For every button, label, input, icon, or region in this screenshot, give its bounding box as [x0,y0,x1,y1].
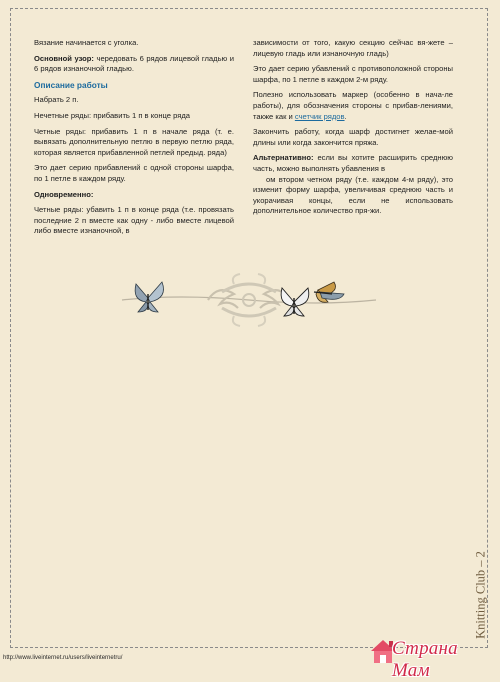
issue-label-text: Knitting Club – 2 [473,551,488,639]
left-column [34,38,234,242]
main-pattern-label: Основной узор: [34,53,94,63]
main-pattern-paragraph [34,54,234,75]
alternative-label: Альтернативно: [253,153,314,163]
marker-text: Полезно использовать маркер (особенно в нача-ле работы), для обозначения стороны с прибав-лениями, также как и [253,90,453,121]
source-url[interactable]: http://www.liveinternet.ru/users/liveinternetru/ [3,655,123,661]
butterfly-icon [314,282,344,302]
continuation-text: зависимости от того, какую секцию сейчас вя-жете – лицевую гладь или изнаночную гладь) [253,38,453,58]
butterfly-icon [135,282,163,312]
finish-text: Закончить работу, когда шарф достигнет желае-мой длины или когда закончится пряжа. [253,127,453,147]
decrease-series-text: Это дает серию убавлений с противоположной стороны шарфа, по 1 петле в каждом 2-м ряду. [253,64,453,84]
even-rows-text: Четные ряды: прибавить 1 п в начале ряда (т. е. вывязать дополнительную петлю в первую петлю ряда, которая является прибавленной петлей предыд. ряда) [34,126,234,157]
right-column [253,38,453,222]
simultaneously-label: Одновременно: [34,189,94,199]
cast-on-text: Набрать 2 п. [34,95,79,105]
watermark-text: Страна Мам [392,638,458,681]
increase-series-text: Это дает серию прибавлений с одной стороны шарфа, по 1 петле в каждом ряду. [34,163,234,183]
alternative-text-continued: ом втором четном ряду (т.е. каждом 4-м ряду), это изменит форму шарфа, увеличивая среднюю часть и укорачивая концы, если не использовать дополнительное количество пря-жи. [253,174,453,216]
butterfly-ornament [118,270,380,330]
intro-text: Вязание начинается с уголка. [34,38,139,47]
marker-text-end: . [344,111,347,121]
row-counter-link[interactable]: счетчик рядов [294,111,345,121]
odd-rows-text: Нечетные ряды: прибавить 1 п в конце ряда [34,110,191,120]
main-pattern-text: чередовать 6 рядов лицевой гладью и 6 рядов изнаночной гладью. [34,53,235,74]
marker-paragraph [253,90,453,122]
alternative-text: если вы хотите расширить среднюю часть, можно выполнять убавления в [253,153,453,173]
section-heading: Описание работы [34,79,108,90]
alternative-paragraph [253,153,453,217]
butterfly-icon [281,288,309,316]
decrease-rows-text: Четные ряды: убавить 1 п в конце ряда (т.е. провязать последние 2 п вместе как одну - либо вместе лицевой либо вместе изнаночной, в [34,205,234,236]
